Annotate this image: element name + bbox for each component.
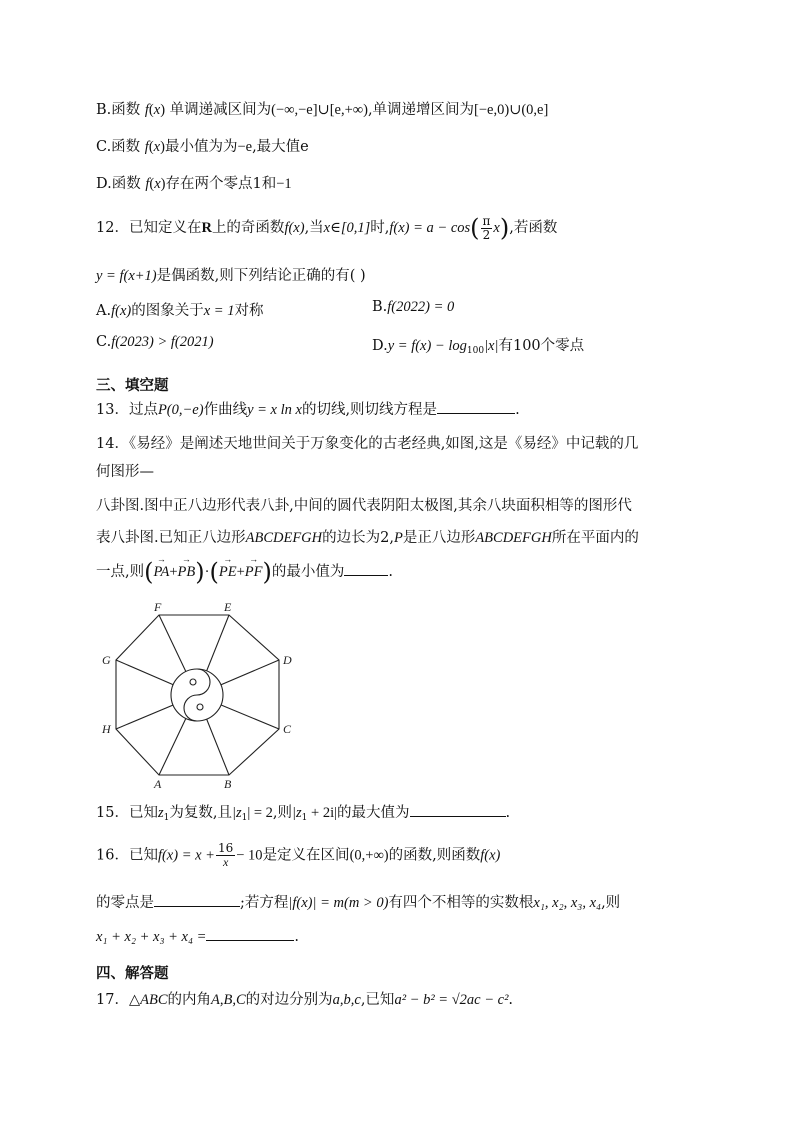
q14-line3: 八卦图.图中正八边形代表八卦,中间的圆代表阴阳太极图,其余八块面积相等的图形代 <box>96 498 632 514</box>
answer-blank <box>206 928 294 941</box>
q12-option-d: $D.y = f(x) - \log_{100}|x|$有100个零点 <box>372 338 585 356</box>
label-e: E <box>224 600 232 614</box>
section-heading-solutions: 四、解答题 <box>96 966 169 982</box>
q16-line2: 的零点是 ;若方程|f(x)| = m(m > 0)有四个不相等的实数根x₁, x₂, x₃, x₄,则 <box>96 895 621 911</box>
q16-line3: x₁ + x₂ + x₃ + x₄ = . <box>96 929 300 945</box>
label-a: A <box>154 777 162 790</box>
q11-option-b: B.函数 f(x) 单调递减区间为(−∞,−e]∪[e,+∞),单调递增区间为[−e,0)∪(0,e] <box>96 102 549 118</box>
q17: 17．△ABC的内角A,B,C的对边分别为a,b,c,已知a² − b² = √2ac − c². <box>96 992 514 1008</box>
q11-option-c: C.函数 f(x)最小值为为−e,最大值e <box>96 139 309 155</box>
q14-line5: 一点,则(→ PA+→ PB)·(→ PE+→ PF)的最小值为 . <box>96 558 393 586</box>
q12-option-c: C.f(2023) > f(2021) <box>96 334 214 350</box>
q14-line4: 表八卦图.已知正八边形ABCDEFGH的边长为2,P是正八边形ABCDEFGH所在平面内的 <box>96 530 639 546</box>
q12-stem: 12．已知定义在R上的奇函数f(x),当x∈[0,1]时,f(x) = a − cos( $\frac{\pi}{2}$ x),若函数 <box>96 213 558 242</box>
label-f: F <box>154 600 162 614</box>
answer-blank <box>154 894 240 907</box>
pi-over-2: $\frac{\pi}{2}$ <box>482 213 491 242</box>
q12-line2: y = f(x+1)是偶函数,则下列结论正确的有( ) <box>96 268 366 284</box>
label-g: G <box>102 653 111 667</box>
q12-option-b: B.f(2022) = 0 <box>372 299 455 315</box>
label-h: H <box>102 722 111 736</box>
sixteen-over-x: $\frac{16}{x}$ <box>217 841 234 869</box>
section-heading-fill-in: 三、填空题 <box>96 378 169 394</box>
q15: 15．已知$z_1$为复数,且$|z_1| = 2$,则$|z_1 + 2i|$的最大值为 . <box>96 805 511 823</box>
answer-blank <box>410 804 506 817</box>
q14-line2: 何图形— <box>96 464 154 480</box>
label-b: B <box>224 777 232 790</box>
bagua-octagon-figure <box>96 598 301 790</box>
label-c: C <box>283 722 292 736</box>
fx-symbol: f <box>144 102 149 118</box>
answer-blank <box>437 401 515 414</box>
q13: 13．过点P(0,−e)作曲线y = x ln x的切线,则切线方程是 . <box>96 402 520 418</box>
q16-line1: 16．已知f(x) = x + $\frac{16}{x}$ − 10是定义在区间(0,+∞)的函数,则函数f(x) <box>96 841 501 869</box>
label-d: D <box>283 653 292 667</box>
q14-line1: 14．《易经》是阐述天地世间关于万象变化的古老经典,如图,这是《易经》中记载的几 <box>96 436 639 452</box>
q12-option-a: A.f(x)的图象关于x = 1对称 <box>96 303 264 319</box>
q11-option-d: D.函数 f(x)存在两个零点1和−1 <box>96 176 292 192</box>
answer-blank <box>344 563 388 576</box>
